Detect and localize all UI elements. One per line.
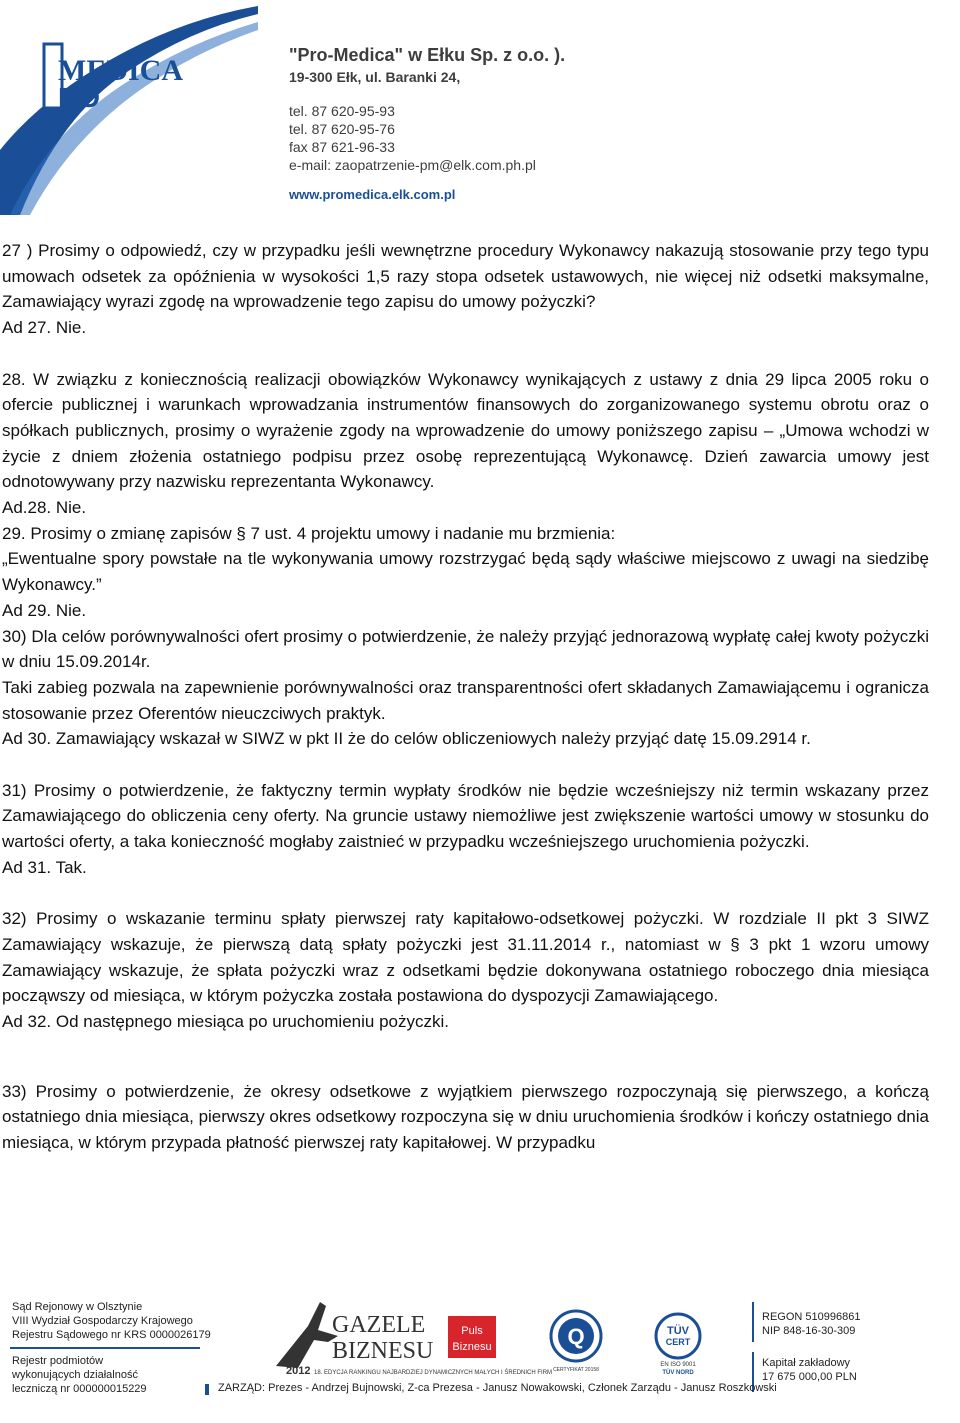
svg-text:Biznesu: Biznesu: [452, 1341, 492, 1353]
answer-31: Ad 31. Tak.: [2, 857, 87, 877]
question-27: 27 ) Prosimy o odpowiedź, czy w przypadku jeśli wewnętrzne procedury Wykonawcy nakazują stosowanie przy tego typu umowach odsetek za opóźnienia w wysokości 1,5 razy stopa odsetek ustawowych, nie więcej niż odsetki maksymalne, Zamawiający wyrazi zgodę na wprowadzenie tego zapisu do umowy pożyczki?: [2, 241, 929, 312]
svg-text:CERT: CERT: [665, 1337, 691, 1347]
question-29-quote: „Ewentualne spory powstałe na tle wykonywania umowy rozstrzygać będą sądy właściwe miejscowo z uwagi na siedzibę Wykonawcy.”: [2, 549, 929, 595]
question-28: 28. W związku z koniecznością realizacji obowiązków Wykonawcy wynikających z ustawy z dnia 29 lipca 2005 roku o ofercie publicznej i warunkach wprowadzania instrumentów finansowych do zorganizowanego systemu obrotu oraz o spółkach publicznych, prosimy o wyrażenie zgody na wprowadzenie do umowy poniższego zapisu – „Umowa wchodzi w życie z dniem złożenia ostatniego podpisu przez osobę reprezentującą Wykonawcę. Dzień zawarcia umowy jest odnotowywany przy nazwisku reprezentanta Wykonawcy.: [2, 369, 929, 492]
company-info: [289, 44, 565, 204]
website-link[interactable]: www.promedica.elk.com.pl: [289, 187, 456, 202]
answer-28: Ad.28. Nie.: [2, 498, 87, 518]
email[interactable]: e-mail: zaopatrzenie-pm@elk.com.ph.pl: [289, 157, 536, 173]
divider: [752, 1302, 754, 1342]
svg-text:EN ISO 9001: EN ISO 9001: [660, 1362, 696, 1368]
spacer: [2, 881, 929, 907]
svg-text:BIZNESU: BIZNESU: [332, 1338, 434, 1364]
svg-text:2012: 2012: [286, 1365, 311, 1377]
phone-2: tel. 87 620-95-76: [289, 121, 395, 137]
document-body: [2, 238, 929, 1156]
answer-27: Ad 27. Nie.: [2, 318, 87, 338]
regon-nip: REGON 510996861 NIP 848-16-30-309: [762, 1311, 861, 1337]
tuv-cert-badge: [648, 1310, 708, 1376]
svg-text:TÜV: TÜV: [667, 1325, 689, 1337]
phone-1: tel. 87 620-95-93: [289, 103, 395, 119]
medical-registry: Rejestr podmiotów wykonujących działalność leczniczą nr 000000015229: [12, 1355, 147, 1395]
letterhead: [0, 0, 960, 220]
company-address: 19-300 Ełk, ul. Baranki 24,: [289, 69, 461, 85]
letterhead-footer: [0, 1290, 960, 1423]
svg-text:GAZELE: GAZELE: [332, 1312, 426, 1338]
question-30: 30) Dla celów porównywalności ofert prosimy o potwierdzenie, że należy przyjąć jednorazową wypłatę całej kwoty pożyczki w dniu 15.09.2014r.: [2, 626, 929, 672]
pro-medica-logo: [0, 0, 260, 220]
svg-text:TÜV NORD: TÜV NORD: [662, 1370, 694, 1376]
fax: fax 87 621-96-33: [289, 139, 395, 155]
answer-32: Ad 32. Od następnego miesiąca po uruchomieniu pożyczki.: [2, 1012, 449, 1032]
spacer: [2, 341, 929, 367]
spacer: [2, 752, 929, 778]
quality-certificate-badge: [547, 1308, 605, 1374]
svg-text:CERTYFIKAT 20158: CERTYFIKAT 20158: [553, 1367, 599, 1373]
court-registration: Sąd Rejonowy w Olsztynie VIII Wydział Gospodarczy Krajowego Rejestru Sądowego nr KRS 0000026179: [12, 1301, 211, 1341]
divider: [205, 1384, 209, 1395]
svg-text:18. EDYCJA RANKINGU NAJBARDZIE: 18. EDYCJA RANKINGU NAJBARDZIEJ DYNAMICZNYCH MAŁYCH I ŚREDNICH FIRM: [314, 1370, 553, 1376]
svg-text:MEDICA: MEDICA: [58, 54, 183, 87]
question-33: 33) Prosimy o potwierdzenie, że okresy odsetkowe z wyjątkiem pierwszego rozpoczynają się pierwszego, a kończą ostatniego dnia miesiąca, pierwszy okres odsetkowy rozpoczyna się w dniu uruchomienia środków i kończy ostatniego dnia miesiąca, w którym przypada płatność pierwszej raty kapitałowej. W przypadku: [2, 1081, 929, 1153]
share-capital: Kapitał zakładowy 17 675 000,00 PLN: [762, 1357, 857, 1383]
divider: [10, 1347, 200, 1349]
question-29: 29. Prosimy o zmianę zapisów § 7 ust. 4 projektu umowy i nadanie mu brzmienia:: [2, 523, 616, 543]
question-32: 32) Prosimy o wskazanie terminu spłaty pierwszej raty kapitałowo-odsetkowej pożyczki. W rozdziale II pkt 3 SIWZ Zamawiający wskazuje, że pierwszą datą spłaty pożyczki jest 31.11.2014 r., natomiast w § 3 pkt 1 wzoru umowy Zamawiający wskazuje, że spłata pożyczki wraz z odsetkami będzie dokonywana ostatniego roboczego dnia miesiąca począwszy od miesiąca, w którym pożyczka została postawiona do dyspozycji Zamawiającego.: [2, 909, 929, 1006]
question-30-note: Taki zabieg pozwala na zapewnienie porównywalności oraz transparentności ofert składanych Zamawiającemu i ogranicza stosowanie przez Oferentów nieuczciwych praktyk.: [2, 677, 929, 723]
svg-text:Q: Q: [567, 1324, 585, 1349]
svg-text:Puls: Puls: [461, 1325, 483, 1337]
question-31: 31) Prosimy o potwierdzenie, że faktyczny termin wypłaty środków nie będzie wcześniejszy niż termin wskazany przez Zamawiającego do obliczenia ceny oferty. Na gruncie ustawy niemożliwe jest zwiększenie wartości umowy w stosunku do wartości oferty, a taka konieczność mogłaby zaistnieć w przypadku wcześniejszego uruchomienia pożyczki.: [2, 780, 929, 852]
answer-30: Ad 30. Zamawiający wskazał w SIWZ w pkt II że do celów obliczeniowych należy przyjąć datę 15.09.2914 r.: [2, 729, 811, 749]
svg-text:RO: RO: [58, 82, 100, 113]
management-board: ZARZĄD: Prezes - Andrzej Bujnowski, Z-ca Prezesa - Janusz Nowakowski, Członek Zarządu - Janusz Roszkowski: [218, 1382, 777, 1394]
answer-29: Ad 29. Nie.: [2, 600, 87, 620]
company-name: "Pro-Medica" w Ełku Sp. z o.o. ).: [289, 45, 566, 65]
spacer: [2, 1035, 929, 1079]
gazele-biznesu-badge: [268, 1296, 553, 1378]
